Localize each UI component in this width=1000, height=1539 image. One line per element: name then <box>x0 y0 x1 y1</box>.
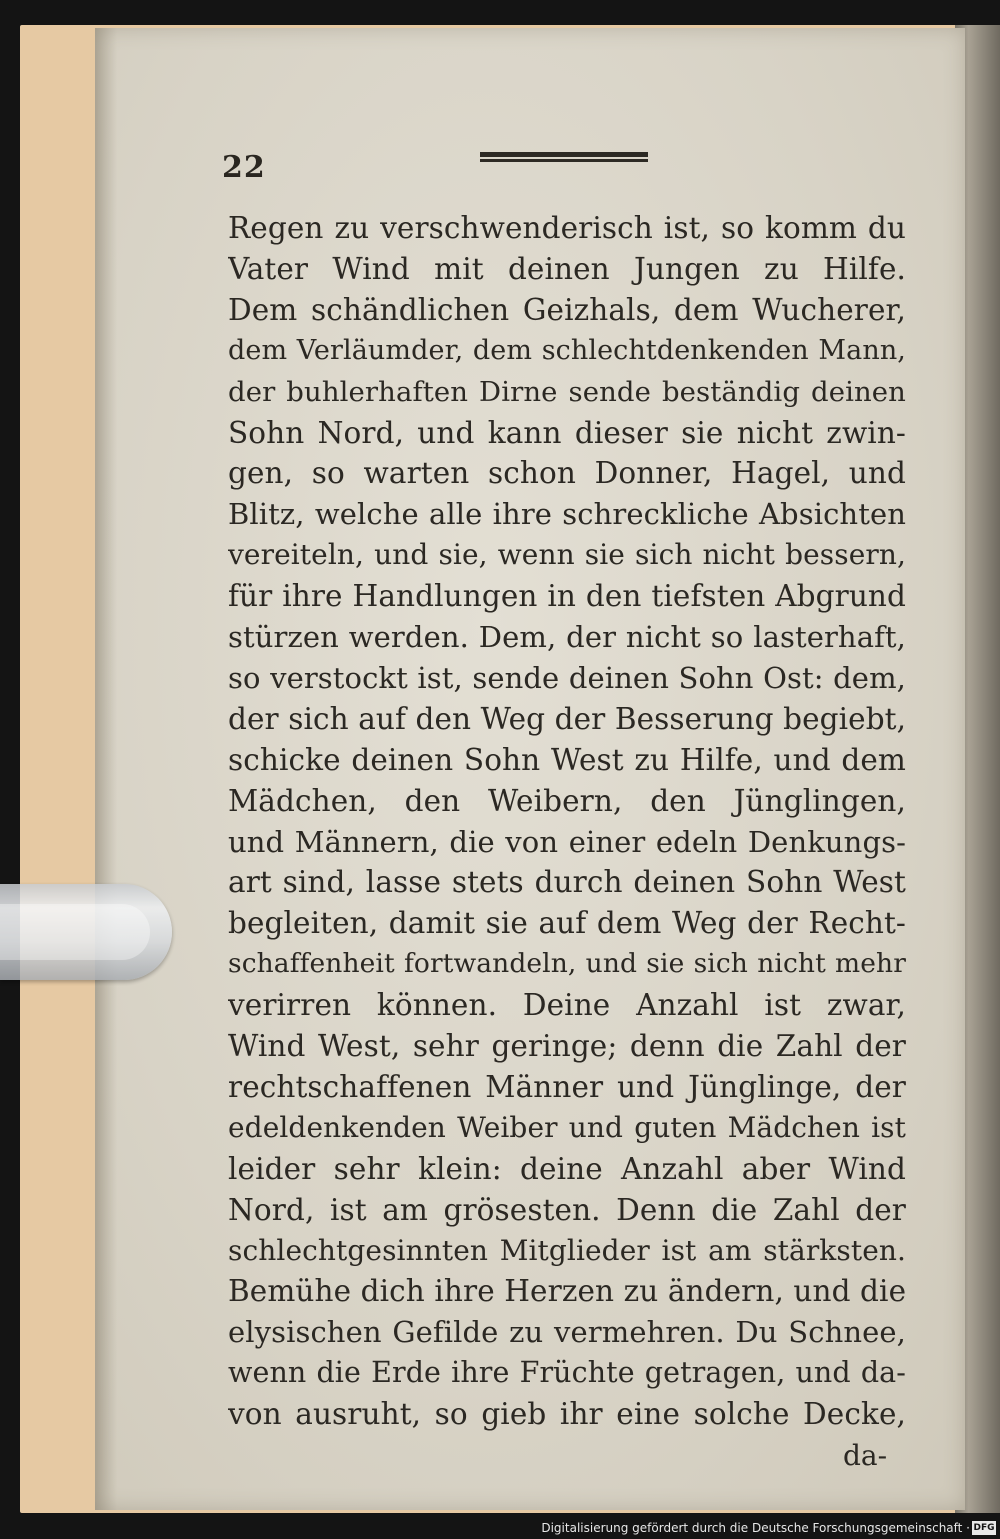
text-line: Bemühe dich ihre Herzen zu ändern, und die <box>228 1274 906 1309</box>
text-line: edeldenkenden Weiber und guten Mädchen ist <box>228 1110 906 1144</box>
text-line: wenn die Erde ihre Früchte getragen, und da- <box>228 1356 906 1390</box>
text-line: Mädchen, den Weibern, den Jünglingen, <box>228 783 906 818</box>
page-clip-highlight <box>0 904 150 960</box>
text-line: verirren können. Deine Anzahl ist zwar, <box>228 988 906 1023</box>
catchword: da- <box>843 1439 888 1472</box>
text-line: gen, so warten schon Donner, Hagel, und <box>228 456 906 491</box>
ornament-bar-bottom <box>480 159 648 162</box>
page-number: 22 <box>222 150 266 185</box>
text-line: Blitz, welche alle ihre schreckliche Absichten <box>228 497 906 532</box>
text-line: Dem schändlichen Geizhals, dem Wucherer, <box>228 292 906 327</box>
text-line: und Männern, die von einer edeln Denkungs- <box>228 824 906 859</box>
ornament-bar-top <box>480 152 648 157</box>
text-line: der buhlerhaften Dirne sende beständig deinen <box>228 375 906 408</box>
footer-credit: Digitalisierung gefördert durch die Deutsche Forschungsgemeinschaft · <box>541 1521 970 1535</box>
text-line: schaffenheit fortwandeln, und sie sich nicht mehr <box>228 948 906 980</box>
text-line: von ausruht, so gieb ihr eine solche Decke, <box>228 1397 906 1432</box>
text-line: Regen zu verschwenderisch ist, so komm du <box>228 211 906 245</box>
text-line: Nord, ist am grösesten. Denn die Zahl der <box>228 1192 906 1227</box>
text-line: Wind West, sehr geringe; denn die Zahl der <box>228 1029 906 1063</box>
text-line: für ihre Handlungen in den tiefsten Abgrund <box>228 579 906 614</box>
text-line: elysischen Gefilde zu vermehren. Du Schnee, <box>228 1315 906 1350</box>
header-ornament-rule <box>480 150 648 166</box>
text-line: der sich auf den Weg der Besserung begiebt, <box>228 701 906 736</box>
text-line: so verstockt ist, sende deinen Sohn Ost: dem, <box>228 660 906 695</box>
dfg-logo: DFG <box>973 1523 995 1533</box>
text-line: stürzen werden. Dem, der nicht so lasterhaft, <box>228 620 906 654</box>
text-line: vereiteln, und sie, wenn sie sich nicht bessern, <box>228 538 906 572</box>
text-line: schlechtgesinnten Mitglieder ist am stärksten. <box>228 1233 906 1267</box>
text-line: Vater Wind mit deinen Jungen zu Hilfe. <box>228 251 906 286</box>
page-body-text <box>228 208 906 1438</box>
text-line: rechtschaffenen Männer und Jünglinge, der <box>228 1069 906 1104</box>
page-gutter-shadow <box>95 28 117 1510</box>
text-line: leider sehr klein: deine Anzahl aber Wind <box>228 1151 906 1186</box>
text-line: art sind, lasse stets durch deinen Sohn West <box>228 865 906 900</box>
text-line: schicke deinen Sohn West zu Hilfe, und dem <box>228 742 906 777</box>
text-line: dem Verläumder, dem schlechtdenkenden Mann, <box>228 334 906 366</box>
text-line: begleiten, damit sie auf dem Weg der Recht- <box>228 906 906 941</box>
text-line: Sohn Nord, und kann dieser sie nicht zwin- <box>228 415 906 450</box>
